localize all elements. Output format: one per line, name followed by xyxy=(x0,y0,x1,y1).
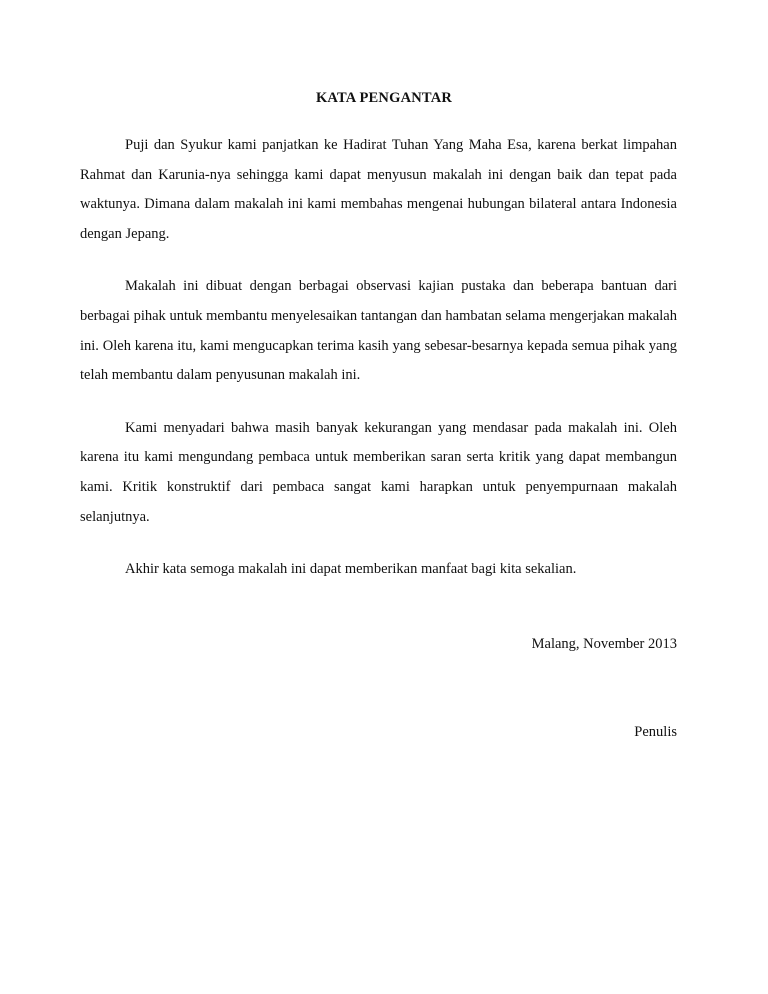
paragraph-2: Makalah ini dibuat dengan berbagai observasi kajian pustaka dan beberapa bantuan dari berbagai pihak untuk membantu menyelesaikan tantangan dan hambatan selama mengerjakan makalah ini. Oleh karena itu, kami mengucapkan terima kasih yang sebesar-besarnya kepada semua pihak yang telah membantu dalam penyusunan makalah ini. xyxy=(80,278,677,384)
place-date: Malang, November 2013 xyxy=(531,636,677,652)
document-body xyxy=(80,131,677,608)
author-signature: Penulis xyxy=(634,724,677,740)
paragraph-1: Puji dan Syukur kami panjatkan ke Hadirat Tuhan Yang Maha Esa, karena berkat limpahan Rahmat dan Karunia-nya sehingga kami dapat menyusun makalah ini dengan baik dan tepat pada waktunya. Dimana dalam makalah ini kami membahas mengenai hubungan bilateral antara Indonesia dengan Jepang. xyxy=(80,137,677,242)
paragraph-3: Kami menyadari bahwa masih banyak kekurangan yang mendasar pada makalah ini. Oleh karena itu kami mengundang pembaca untuk memberikan saran serta kritik yang dapat membangun kami. Kritik konstruktif dari pembaca sangat kami harapkan untuk penyempurnaan makalah selanjutnya. xyxy=(80,419,677,525)
document-title: KATA PENGANTAR xyxy=(315,90,453,106)
paragraph-4: Akhir kata semoga makalah ini dapat memberikan manfaat bagi kita sekalian. xyxy=(125,561,577,578)
